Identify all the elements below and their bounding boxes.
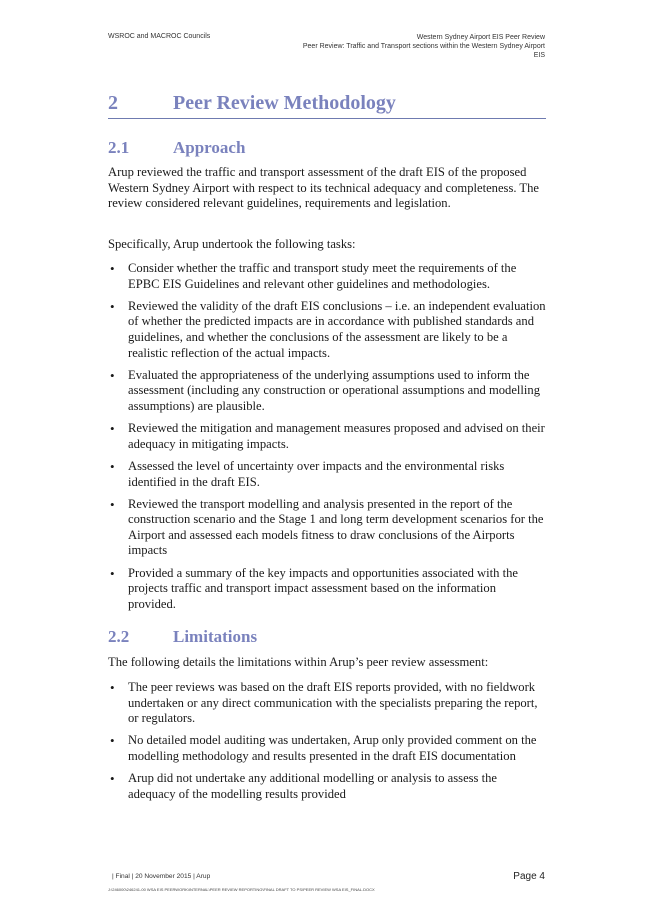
footer-revision: | Final | 20 November 2015 | Arup <box>112 873 211 880</box>
subsection-title: Approach <box>173 138 246 157</box>
header-title-line: Peer Review: Traffic and Transport sections within the Western Sydney Airport <box>302 43 545 50</box>
list-item: • Assessed the level of uncertainty over impacts and the environmental risks identified in the draft EIS. <box>108 459 546 490</box>
section-title: Peer Review Methodology <box>173 92 396 114</box>
section-number: 2 <box>108 92 118 114</box>
subsection-number: 2.1 <box>108 138 130 157</box>
tasks-intro-paragraph: Specifically, Arup undertook the following tasks: <box>108 237 356 251</box>
header-organization: WSROC and MACROC Councils <box>108 33 211 40</box>
list-item: • No detailed model auditing was undertaken, Arup only provided comment on the modelling methodology and results presented in the draft EIS documentation <box>108 733 546 764</box>
list-item: • Evaluated the appropriateness of the underlying assumptions used to inform the assessment (including any construction or operational assumptions and modelling assumptions) are plausible. <box>108 368 546 415</box>
list-item: • Arup did not undertake any additional modelling or analysis to assess the adequacy of the modelling results provided <box>108 771 546 802</box>
limitations-list <box>108 680 546 809</box>
header-title-line: EIS <box>533 52 545 59</box>
subsection-number: 2.2 <box>108 627 130 646</box>
footer-file-path: J:\246000\246241-00 WSA EIS PEERWORK\INTERNAL\PEER REVIEW REPORTING\FINAL DRAFT TO PS\PEER REVIEW WSA EIS_FINAL.DOCX <box>108 887 375 892</box>
section-heading <box>108 92 546 119</box>
list-item: • Reviewed the validity of the draft EIS conclusions – i.e. an independent evaluation of whether the predicted impacts are in accordance with published standards and guidelines, and whether the conclusions of the assessment are likely to be a realistic reflection of the actual impacts. <box>108 299 546 361</box>
list-item: • Reviewed the mitigation and management measures proposed and advised on their adequacy in mitigating impacts. <box>108 421 546 452</box>
header-document-title <box>225 33 545 60</box>
list-item: • Reviewed the transport modelling and analysis presented in the report of the construction scenario and the Stage 1 and long term development scenarios for the Airport and assessed each models fitness to draw conclusions of the Airports impacts <box>108 497 546 559</box>
list-item: • Provided a summary of the key impacts and opportunities associated with the projects traffic and transport impact assessment based on the information provided. <box>108 566 546 613</box>
tasks-list <box>108 261 546 619</box>
header-title-line: Western Sydney Airport EIS Peer Review <box>416 34 545 41</box>
limitations-intro-paragraph: The following details the limitations within Arup’s peer review assessment: <box>108 655 489 669</box>
subsection-title: Limitations <box>173 627 258 646</box>
list-item: • The peer reviews was based on the draft EIS reports provided, with no fieldwork undertaken or any direct communication with the specialists preparing the report, or regulators. <box>108 680 546 727</box>
page-number: Page 4 <box>513 871 545 882</box>
approach-intro-paragraph: Arup reviewed the traffic and transport assessment of the draft EIS of the proposed Western Sydney Airport with respect to its technical adequacy and completeness. The review considered relevant guidelines, requirements and legislation. <box>108 165 540 211</box>
list-item: • Consider whether the traffic and transport study meet the requirements of the EPBC EIS Guidelines and relevant other guidelines and methodologies. <box>108 261 546 292</box>
